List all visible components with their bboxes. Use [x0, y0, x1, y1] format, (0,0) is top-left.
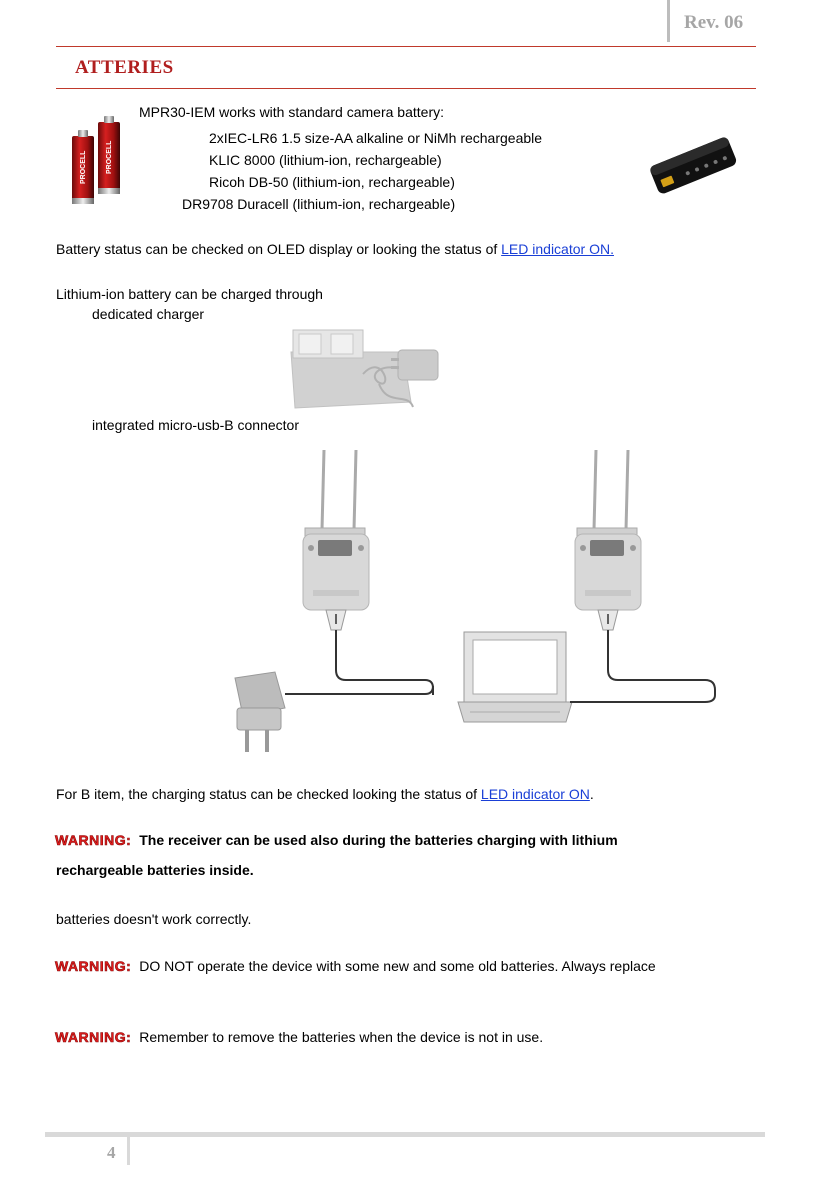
section-title: ATTERIES — [75, 57, 174, 78]
battery-status-line — [56, 240, 614, 258]
aa-battery-label-left: PROCELL — [80, 150, 87, 184]
page-number: 4 — [107, 1143, 116, 1162]
charging-option-dedicated: dedicated charger — [92, 306, 205, 322]
battery-type-1: 2xIEC-LR6 1.5 size-AA alkaline or NiMh rechargeable — [209, 130, 543, 146]
battery-type-3: Ricoh DB-50 (lithium-ion, rechargeable) — [209, 174, 455, 190]
orphan-line: batteries doesn't work correctly. — [56, 911, 252, 927]
warning-text-1-cont: rechargeable batteries inside. — [56, 862, 254, 878]
warning-2 — [55, 957, 656, 975]
warning-label-3: WARNING: — [55, 1029, 132, 1045]
usb-charging-illustration — [215, 440, 725, 758]
laptop — [458, 632, 572, 722]
revision-label: Rev. 06 — [667, 0, 756, 42]
title-rule-top — [56, 46, 756, 47]
b-item-end: . — [589, 786, 594, 802]
charging-intro: Lithium-ion battery can be charged through — [56, 286, 323, 302]
aa-batteries-image — [66, 110, 126, 208]
warning-text-1: The receiver can be used also during the batteries charging with lithium — [139, 832, 618, 848]
b-item-line — [56, 785, 594, 803]
aa-battery-label-right: PROCELL — [106, 140, 113, 174]
battery-type-2: KLIC 8000 (lithium-ion, rechargeable) — [209, 152, 442, 168]
battery-intro: MPR30-IEM works with standard camera battery: — [139, 104, 444, 120]
battery-status-text: Battery status can be checked on OLED display or looking the status of — [56, 241, 502, 257]
led-indicator-link-2[interactable]: LED indicator ON — [480, 786, 590, 802]
warning-text-2: DO NOT operate the device with some new and some old batteries. Always replace — [139, 958, 656, 974]
warning-label-1: WARNING: — [55, 832, 132, 848]
footer-rule — [45, 1132, 765, 1137]
wall-charger — [235, 672, 433, 752]
footer-separator — [127, 1135, 130, 1165]
b-item-text: For B item, the charging status can be checked looking the status of — [56, 786, 481, 802]
charging-option-usb: integrated micro-usb-B connector — [92, 417, 299, 433]
receiver-right — [570, 450, 715, 702]
warning-text-3: Remember to remove the batteries when the device is not in use. — [139, 1029, 544, 1045]
lithium-battery-image — [645, 133, 740, 198]
aa-battery-right — [98, 116, 120, 194]
warning-3 — [55, 1028, 543, 1046]
led-indicator-link-1[interactable]: LED indicator ON. — [501, 241, 614, 257]
title-rule-bottom — [56, 88, 756, 89]
aa-battery-left — [72, 130, 94, 204]
battery-type-4: DR9708 Duracell (lithium-ion, rechargeable) — [182, 196, 456, 212]
warning-1 — [55, 831, 618, 849]
charger-image — [283, 312, 448, 412]
warning-label-2: WARNING: — [55, 958, 132, 974]
receiver-left — [303, 450, 433, 695]
